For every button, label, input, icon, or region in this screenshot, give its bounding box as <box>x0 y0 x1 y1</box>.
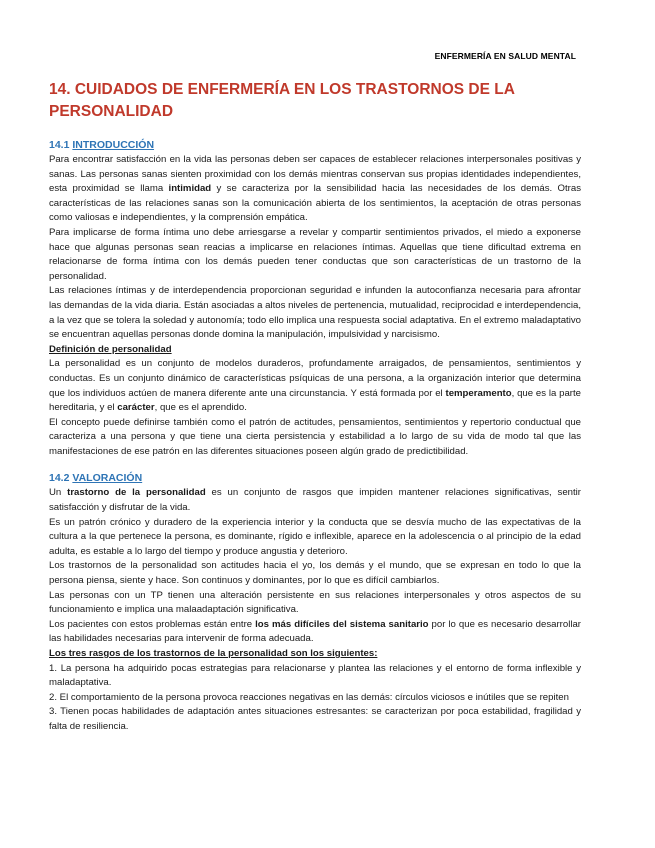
bold-term: temperamento <box>445 387 512 399</box>
paragraph <box>49 618 581 647</box>
text-run: Un <box>49 487 68 499</box>
section-heading-introduccion <box>49 138 581 153</box>
bold-term: carácter <box>117 402 155 414</box>
running-header: ENFERMERÍA EN SALUD MENTAL <box>434 51 576 61</box>
subheading-definicion: Definición de personalidad <box>49 343 172 355</box>
text-run: Los pacientes con estos problemas están entre <box>49 618 256 630</box>
section-title: INTRODUCCIÓN <box>72 139 155 151</box>
text-run: La personalidad es un conjunto de modelos duraderos, profundamente arraigados, de pensamientos, sentimientos y conductas. Es un conjunto dinámico de características psíquicas de una persona, a la organización interior que determina que los individuos actúen de manera diferente ante una circunstancia. Y está formada por el <box>49 358 581 399</box>
paragraph <box>49 357 581 415</box>
section-number: 14.1 <box>49 139 70 151</box>
text-run: por lo que es necesario desarrollar las habilidades necesarias para intervenir de forma adecuada. <box>49 618 581 645</box>
text-run: es un conjunto de rasgos que impiden mantener relaciones significativas, sentir satisfacción y disfrutar de la vida. <box>49 487 581 514</box>
bold-term: trastorno de la personalidad <box>67 487 206 499</box>
chapter-title: 14. CUIDADOS DE ENFERMERÍA EN LOS TRASTORNOS DE LA PERSONALIDAD <box>49 81 515 120</box>
section-heading-valoracion <box>49 471 581 486</box>
bold-term: los más difíciles del sistema sanitario <box>255 618 429 630</box>
paragraph: Las relaciones íntimas y de interdependencia proporcionan seguridad e infunden la autoconfianza necesaria para afrontar las demandas de la vida diaria. Están asociadas a altos niveles de pertenencia, mutualidad, reciprocidad e interdependencia, a la vez que se tolera la soledad y autonomía; todo ello implica una respuesta social adaptativa. En el extremo maladaptativo se encuentran aquellas personas donde domina la manipulación, impulsividad y narcisismo. <box>49 285 581 341</box>
section-title: VALORACIÓN <box>72 472 143 485</box>
paragraph: Es un patrón crónico y duradero de la experiencia interior y la conducta que se desvía mucho de las expectativas de la cultura a la que pertenece la persona, es dominante, rígido e inflexible, aparece en la adolescencia o al principio de la edad adulta, es estable a lo largo del tiempo y produce angustia y deterioro. <box>49 516 581 557</box>
text-run: y se caracteriza por la sensibilidad hacia las necesidades de los demás. Otras características de las relaciones sanas son la comunicación abierta de los sentimientos, la aceptación de otras personas como valiosas e independientes, y la comprensión empática. <box>49 183 581 224</box>
text-run: Para encontrar satisfacción en la vida las personas deben ser capaces de establecer relaciones interpersonales positivas y sanas. Las personas sanas sienten proximidad con los demás mientras conservan sus propias identidades independientes, esta proximidad se llama <box>49 154 581 195</box>
paragraph: Las personas con un TP tienen una alteración persistente en sus relaciones interpersonales y otros aspectos de su funcionamiento e implica una malaadaptación significativa. <box>49 589 581 616</box>
paragraph <box>49 486 581 515</box>
paragraph: Los trastornos de la personalidad son actitudes hacia el yo, los demás y el mundo, que se expresan en todo lo que la persona piensa, siente y hace. Son continuos y dominantes, por lo que es difícil cambiarlos. <box>49 560 581 587</box>
text-run: , que es el aprendido. <box>154 402 247 414</box>
section-number: 14.2 <box>49 472 70 485</box>
bold-term: intimidad <box>168 183 212 195</box>
list-item: 1. La persona ha adquirido pocas estrategias para relacionarse y plantea las relaciones y el entorno de forma inflexible y maladaptativa. <box>49 662 581 689</box>
paragraph: El concepto puede definirse también como el patrón de actitudes, pensamientos, sentimientos y repertorio conductual que caracteriza a una persona y que tiene una cierta persistencia y estabilidad a lo largo de su vida de modo tal que las manifestaciones de ese patrón en las diferentes situaciones poseen algún grado de predictibilidad. <box>49 416 581 457</box>
list-item: 3. Tienen pocas habilidades de adaptación antes situaciones estresantes: se caracterizan por poca estabilidad, fragilidad y falta de resiliencia. <box>49 706 581 732</box>
page-body <box>49 138 581 735</box>
subheading-tres-rasgos: Los tres rasgos de los trastornos de la personalidad son los siguientes: <box>49 648 378 659</box>
paragraph <box>49 153 581 226</box>
paragraph: Para implicarse de forma íntima uno debe arriesgarse a revelar y compartir sentimientos privados, el miedo a exponerse hace que algunas personas sean reacias a implicarse en relaciones íntimas. Aquellas que tiene dificultad extrema en relacionarse de forma íntima con los demás pueden tener conductas que son características de un trastorno de la personalidad. <box>49 226 581 282</box>
text-run: , que es la parte hereditaria, y el <box>49 387 581 414</box>
list-item: 2. El comportamiento de la persona provoca reacciones negativas en las demás: círculos viciosos e inútiles que se repiten <box>49 691 569 703</box>
